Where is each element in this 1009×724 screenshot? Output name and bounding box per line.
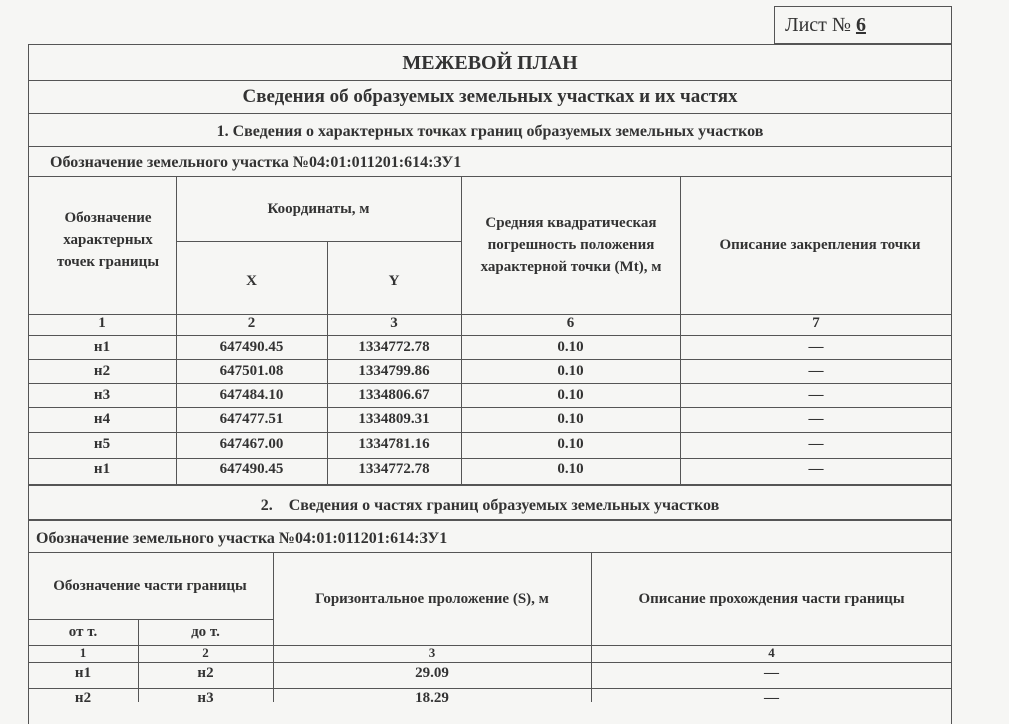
header-to: до т. [191, 624, 220, 640]
cell-point: н1 [93, 339, 111, 355]
colnum-p2-1: 1 [79, 645, 87, 660]
cell-from: н1 [74, 665, 92, 681]
cell-mt: 0.10 [557, 436, 584, 452]
cell-y: 1334772.78 [358, 461, 430, 477]
header-part: Обозначение части границы [53, 578, 247, 594]
header-point: Обозначение характерных точек границы [56, 210, 160, 270]
cell-from: н2 [74, 690, 92, 706]
cell-to: н3 [197, 690, 214, 706]
cell-x: 647490.45 [219, 339, 284, 355]
cell-y: 1334781.16 [358, 436, 430, 452]
header-desc: Описание закрепления точки [719, 237, 921, 253]
colnum-p2-3: 3 [428, 645, 436, 660]
header-from: от т. [68, 624, 98, 640]
cell-mt: 0.10 [557, 461, 584, 477]
cell-x: 647467.00 [219, 436, 284, 452]
cell-y: 1334772.78 [358, 339, 430, 355]
part2-parcel-label: Обозначение земельного участка №04:01:011201:614:ЗУ1 [36, 530, 448, 547]
document-title: МЕЖЕВОЙ ПЛАН [402, 52, 578, 74]
header-coords: Координаты, м [267, 200, 370, 217]
header-part-desc: Описание прохождения части границы [638, 590, 905, 607]
header-error: Средняя квадратическая погрешность положения характерной точки (Mt), м [480, 215, 662, 275]
cell-point: н3 [93, 387, 111, 403]
cell-point: н2 [93, 363, 111, 379]
cell-desc: — [808, 363, 824, 379]
cell-x: 647484.10 [219, 387, 284, 403]
cell-mt: 0.10 [557, 339, 584, 355]
cell-x: 647490.45 [219, 461, 284, 477]
cell-part-desc: — [764, 665, 779, 681]
colnum-p2-2: 2 [202, 645, 209, 660]
cell-to: н2 [197, 665, 214, 681]
sheet-number-box [774, 6, 952, 44]
part1-parcel-label: Обозначение земельного участка №04:01:011201:614:ЗУ1 [50, 154, 462, 171]
cell-desc: — [808, 387, 824, 403]
header-length: Горизонтальное проложение (S), м [315, 590, 549, 607]
cell-x: 647501.08 [219, 363, 284, 379]
cell-desc: — [808, 436, 824, 452]
colnum-6: 6 [566, 315, 575, 331]
cell-mt: 0.10 [557, 363, 584, 379]
cell-point: н5 [93, 436, 111, 452]
sheet-label: Лист № [785, 14, 851, 36]
header-y: Y [388, 272, 400, 289]
cell-point: н4 [93, 411, 111, 427]
colnum-1: 1 [98, 315, 106, 331]
cell-point: н1 [93, 461, 111, 477]
colnum-p2-4: 4 [768, 645, 775, 660]
cell-desc: — [808, 411, 824, 427]
cell-part-desc: — [764, 690, 779, 706]
section-title: Сведения об образуемых земельных участках и их частях [242, 86, 738, 107]
colnum-3: 3 [390, 315, 398, 331]
cell-length: 29.09 [415, 665, 449, 681]
cell-length: 18.29 [415, 690, 449, 706]
cell-y: 1334809.31 [358, 411, 430, 427]
cell-y: 1334806.67 [358, 387, 430, 403]
colnum-7: 7 [812, 315, 820, 331]
sheet-number: 6 [855, 14, 866, 36]
cell-desc: — [808, 461, 824, 477]
part1-heading: 1. Сведения о характерных точках границ образуемых земельных участков [216, 123, 764, 140]
cell-desc: — [808, 339, 824, 355]
cell-y: 1334799.86 [358, 363, 430, 379]
cell-x: 647477.51 [219, 411, 284, 427]
colnum-2: 2 [247, 315, 256, 331]
cell-mt: 0.10 [557, 387, 584, 403]
cell-mt: 0.10 [557, 411, 584, 427]
header-x: X [246, 272, 257, 289]
part2-heading: 2. Сведения о частях границ образуемых земельных участков [260, 497, 720, 514]
